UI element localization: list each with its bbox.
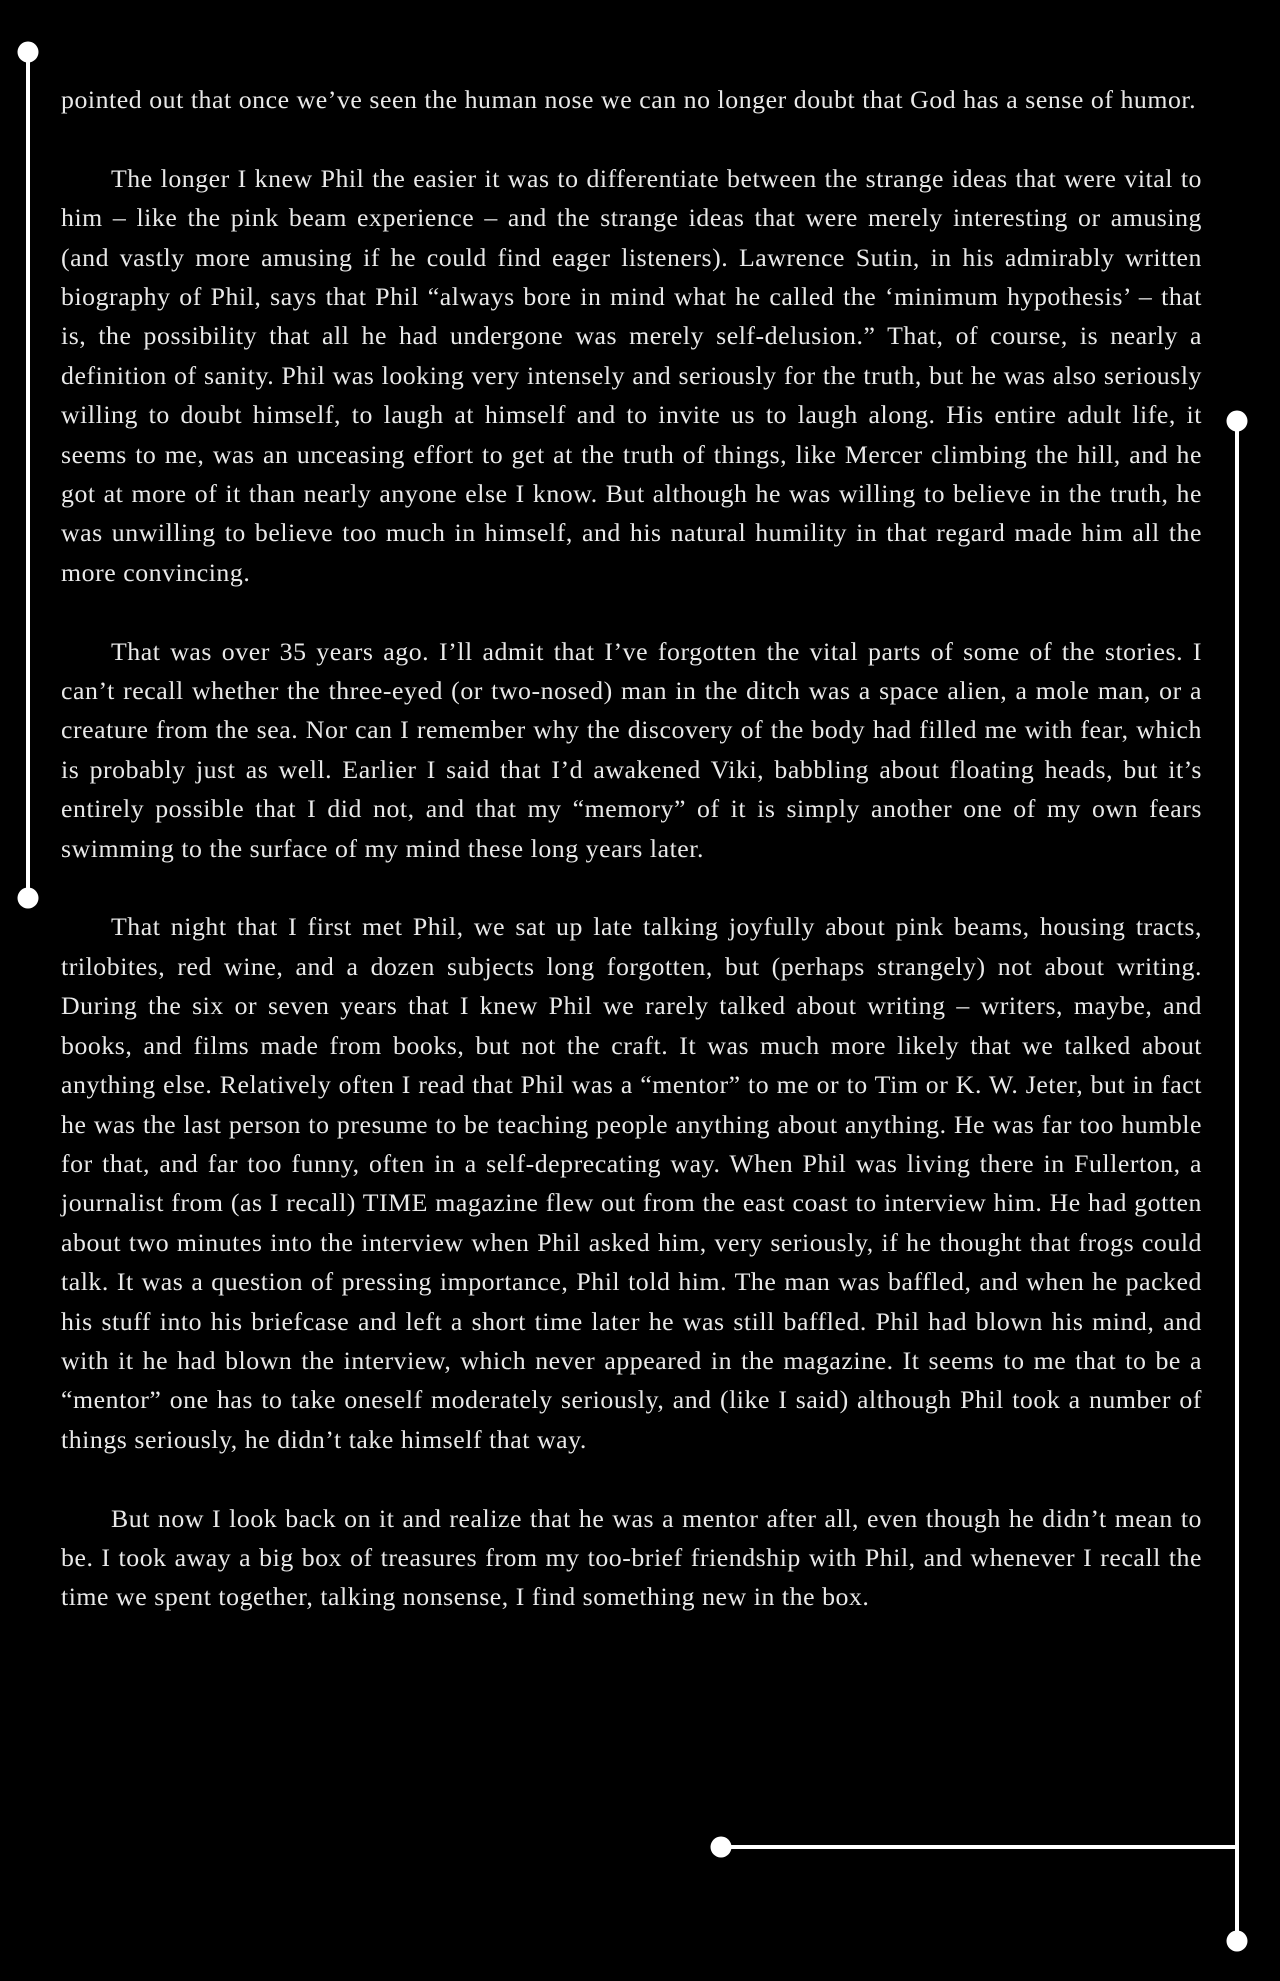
paragraph-continued: pointed out that once we’ve seen the human nose we can no longer doubt that God has a sense of humor. [61,85,1197,114]
paragraph-forgotten-stories: That was over 35 years ago. I’ll admit that I’ve forgotten the vital parts of some of the stories. I can’t recall whether the three-eyed (or two-nosed) man in the ditch was a space alien, a mole man, or a creature from the sea. Nor can I remember why the discovery of the body had filled me with fear, which is probably just as well. Earlier I said that I’d awakened Viki, babbling about floating heads, but it’s entirely possible that I did not, and that my “memory” of it is simply another one of my own fears swimming to the surface of my mind these long years later. [61,636,1202,863]
paragraph-mentor: But now I look back on it and realize that he was a mentor after all, even though he didn’t mean to be. I took away a big box of treasures from my too-brief friendship with Phil, and whenever I recall the time we spent together, talking nonsense, I find something new in the box. [61,1503,1202,1612]
paragraph-minimum-hypothesis: The longer I knew Phil the easier it was to differentiate between the strange ideas that were vital to him – like the pink beam experience – and the strange ideas that were merely interesting or amusing (and vastly more amusing if he could find eager listeners). Lawrence Sutin, in his admirably written biography of Phil, says that Phil “always bore in mind what he called the ‘minimum hypothesis’ – that is, the possibility that all he had undergone was merely self-delusion.” That, of course, is nearly a definition of sanity. Phil was looking very intensely and seriously for the truth, but he was also seriously willing to doubt himself, to laugh at himself and to invite us to laugh along. His entire adult life, it seems to me, was an unceasing effort to get at the truth of things, like Mercer climbing the hill, and he got at more of it than nearly anyone else I know. But although he was willing to believe in the truth, he was unwilling to believe too much in himself, and his natural humility in that regard made him all the more convincing. [61,163,1202,587]
paragraph-first-meeting: That night that I first met Phil, we sat up late talking joyfully about pink beams, housing tracts, trilobites, red wine, and a dozen subjects long forgotten, but (perhaps strangely) not about writing. During the six or seven years that I knew Phil we rarely talked about writing – writers, maybe, and books, and films made from books, but not the craft. It was much more likely that we talked about anything else. Relatively often I read that Phil was a “mentor” to me or to Tim or K. W. Jeter, but in fact he was the last person to presume to be teaching people anything about anything. He was far too humble for that, and far too funny, often in a self-deprecating way. When Phil was living there in Fullerton, a journalist from (as I recall) TIME magazine flew out from the east coast to interview him. He had gotten about two minutes into the interview when Phil asked him, very seriously, if he thought that frogs could talk. It was a question of pressing importance, Phil told him. The man was baffled, and when he packed his stuff into his briefcase and left a short time later he was still baffled. Phil had blown his mind, and with it he had blown the interview, which never appeared in the magazine. It seems to me that to be a “mentor” one has to take oneself moderately seriously, and (like I said) although Phil took a number of things seriously, he didn’t take himself that way. [61,912,1202,1454]
article-body [61,80,1202,1656]
left-connector-ornament [0,0,60,940]
